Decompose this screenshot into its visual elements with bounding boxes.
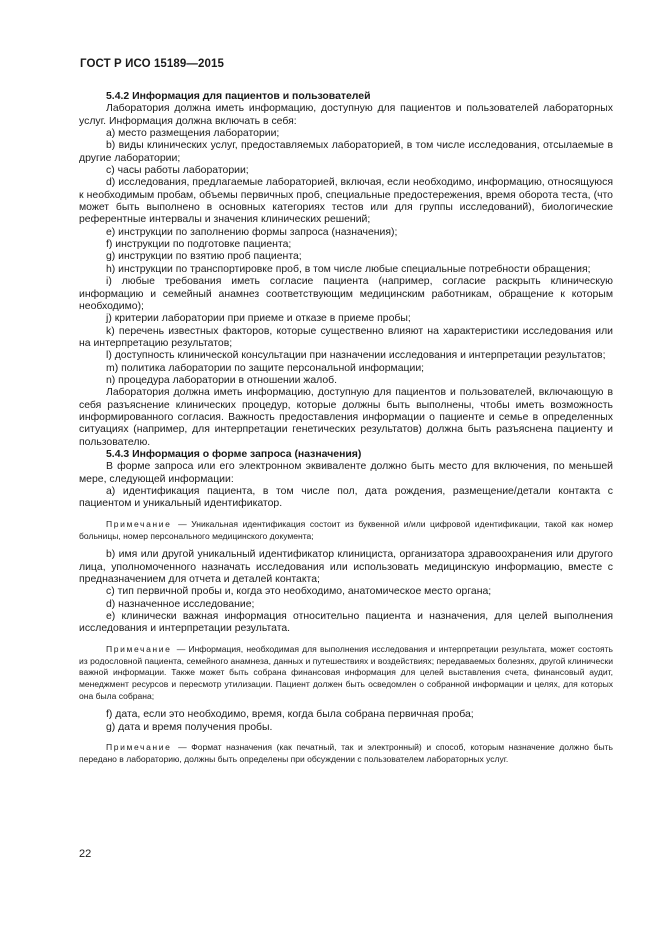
note-text: — Уникальная идентификация состоит из буквенной и/или цифровой идентификации, такой как номер больницы, номер персонального медицинского документа;	[79, 519, 613, 541]
section-heading-5-4-3: 5.4.3 Информация о форме запроса (назначения)	[106, 448, 362, 460]
document-header: ГОСТ Р ИСО 15189—2015	[80, 58, 225, 70]
list-item: g) дата и время получения пробы.	[106, 721, 273, 733]
note	[79, 742, 613, 765]
list-item: m) политика лаборатории по защите персональной информации;	[106, 362, 425, 374]
note-label: Примечание	[106, 742, 172, 753]
page-number: 22	[79, 848, 92, 860]
paragraph: Лаборатория должна иметь информацию, доступную для пациентов и пользователей лабораторных услуг. Информация должна включать в себя:	[79, 103, 613, 127]
list-item: l) доступность клинической консультации при назначении исследования и интерпретации результатов;	[106, 350, 606, 362]
list-item: d) назначенное исследование;	[106, 598, 255, 610]
note	[79, 644, 613, 702]
list-item: a) идентификация пациента, в том числе пол, дата рождения, размещение/детали контакта с пациентом и уникальный идентификатор.	[79, 486, 613, 510]
list-item: i) любые требования иметь согласие пациента (например, согласие раскрыть клиническую информацию и семейный анамнез соответствующим медицинским работникам, обращение к которым необходимо);	[79, 276, 613, 312]
section-heading-5-4-2: 5.4.2 Информация для пациентов и пользователей	[106, 91, 371, 102]
list-item: g) инструкции по взятию проб пациента;	[106, 251, 302, 263]
list-item: e) клинически важная информация относительно пациента и назначения, для целей выполнения исследования и интерпретации результата.	[79, 611, 613, 635]
list-item: b) имя или другой уникальный идентификатор клинициста, организатора здравоохранения или другого лица, уполномоченного назначать исследования или использовать медицинскую информацию, вместе с предназначением для отчета и деталей контакта;	[79, 549, 613, 586]
list-item: а) место размещения лаборатории;	[106, 128, 280, 140]
list-item: f) дата, если это необходимо, время, когда была собрана первичная проба;	[106, 709, 474, 721]
list-item: c) часы работы лаборатории;	[106, 165, 249, 177]
note-label: Примечание	[106, 519, 172, 530]
note	[79, 519, 613, 542]
paragraph: Лаборатория должна иметь информацию, доступную для пациентов и пользователей, включающую в себя разъяснение клинических процедур, которые должны быть выполнены, чтобы иметь возможность информированного согласия. Важность предоставления информации о пациенте и семье в определенных ситуациях (например, для интерпретации генетических результатов) должна быть разъяснена пациенту и пользователю.	[79, 387, 613, 448]
note-text: — Информация, необходимая для выполнения исследования и интерпретации результата, может состоять из родословной пациента, семейного анамнеза, данных и путешествиях и воздействиях; передаваемых болезнях, другой клинически важной информации. Также может быть собрана финансовая информация для целей выставления счета, финансовый аудит, менеджмент ресурсов и пересмотр утилизации. Пациент должен быть осведомлен о собранной информации и целях, для которых она была собрана;	[79, 644, 613, 701]
list-item: n) процедура лаборатории в отношении жалоб.	[106, 374, 338, 386]
list-item: h) инструкции по транспортировке проб, в том числе любые специальные потребности обращения;	[106, 263, 591, 275]
note-label: Примечание	[106, 644, 172, 655]
list-item: k) перечень известных факторов, которые существенно влияют на характеристики исследования или на интерпретацию результатов;	[79, 325, 613, 349]
document-body	[79, 91, 613, 773]
list-item: d) исследования, предлагаемые лабораторией, включая, если необходимо, информацию, относящуюся к необходимым пробам, объемы первичных проб, специальные предостережения, время оборота теста, (что может быть выполнено в основных категориях тестов или для группы исследований), биологические референтные интервалы и значения клинических решений;	[79, 177, 613, 226]
list-item: f) инструкции по подготовке пациента;	[106, 239, 292, 251]
list-item: b) виды клинических услуг, предоставляемых лабораторией, в том числе исследования, отсылаемые в другие лаборатории;	[79, 140, 613, 164]
note-text: — Формат назначения (как печатный, так и электронный) и способ, которым назначение должно быть передано в лабораторию, должны быть определены при обсуждении с пользователем лабораторных услуг.	[79, 742, 613, 765]
list-item: e) инструкции по заполнению формы запроса (назначения);	[106, 226, 398, 238]
paragraph: В форме запроса или его электронном эквиваленте должно быть место для включения, по меньшей мере, следующей информации:	[79, 461, 613, 485]
list-item: c) тип первичной пробы и, когда это необходимо, анатомическое место органа;	[106, 586, 492, 598]
list-item: j) критерии лаборатории при приеме и отказе в приеме пробы;	[106, 313, 411, 325]
